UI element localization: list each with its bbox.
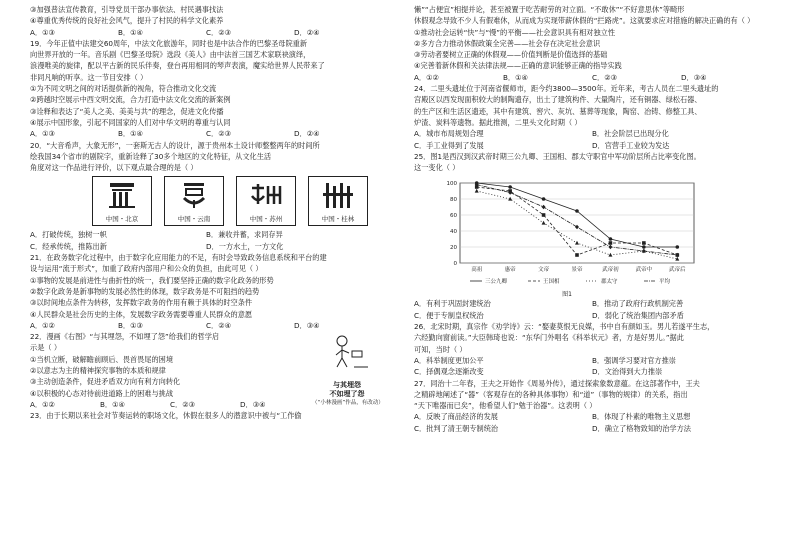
question-line: 设与运用“流于形式”，加重了政府内部用户和公众的负担，由此可见（ ）: [30, 264, 263, 274]
question-line: 六经勤向窗前读。”大臣韩琦也说：“东华门外唱名《科举状元》者，方是好男儿。”据此: [414, 333, 684, 343]
options-row: [30, 320, 382, 331]
answer-option: A．①②: [30, 399, 55, 409]
card-suzhou: [236, 176, 296, 226]
question-line: 浪漫唯美的旋律，配以平古新的民乐伴奏，登台再用相同的琴声表演，魔实给世界人民带来了: [30, 61, 325, 71]
x-tick-label: 武帝中: [635, 267, 653, 274]
question-line: 角度对这一作品进行评价，以下观点最合理的是（ ）: [30, 163, 198, 173]
x-tick-label: 武帝初: [602, 267, 619, 274]
cartoon: [312, 333, 382, 413]
data-point: [609, 242, 613, 246]
answer-option: B．强调学习要对官方推崇: [592, 355, 676, 365]
options-row: [414, 423, 770, 434]
question-line: 宫殿区以西发现面积较大的制陶遗存，出土了建筑构件、大量陶片，还有铜器、绿松石器、: [414, 95, 702, 105]
options-row: [30, 399, 310, 410]
question-line: ③劳动者要树立正确的休假观——价值判断是价值选择的基础: [414, 50, 608, 60]
question-line: ③以时间地点条件为转移，发挥数字政务的作用有赖于具体的时空条件: [30, 298, 253, 308]
question-line: 21．在政务数字化过程中，由于数字化应用能力的不足，有时会导致政务信息系统和平台的建: [30, 253, 327, 263]
y-tick-label: 0: [453, 261, 457, 268]
question-line: 27．同治十二年春，王夫之开始作《周易外传》，通过探索象数意蕴。在这部著作中，王夫: [414, 378, 700, 388]
answer-option: C．择偶观念逐渐改变: [414, 367, 484, 377]
question-line: 懒”“占便宜”相提并论，甚至被置于吃苦耐劳的对立面。“不敢休”“不好意思休”等畸形: [414, 5, 685, 14]
question-line: 19．今年正值中法建交60周年，中法文化旅游年，同时也是中法合作的巴黎圣母院重新: [30, 38, 308, 48]
answer-option: C．批判了清王朝专制统治: [414, 423, 499, 433]
answer-option: B．推动了政府行政机制完善: [592, 299, 684, 309]
x-tick-label: 景帝: [571, 267, 583, 274]
data-point: [575, 210, 579, 214]
question-line: ①事物的发展是前进性与曲折性的统一，我们要坚持正确的数字化政务的形势: [30, 275, 274, 285]
question-line: ②多方合力推动休假政策全完善——社会存在决定社会意识: [414, 38, 601, 48]
line-chart: [432, 177, 702, 289]
question-line: 可知，当时（ ）: [414, 344, 467, 354]
beijing-glyph-icon: [102, 180, 142, 210]
series-line: [477, 187, 678, 255]
question-line: ④人民群众是社会历史的主体，发展数字政务需要尊重人民群众的意愿: [30, 309, 253, 319]
answer-option: A．科举制度更加公平: [414, 355, 484, 365]
legend-label: 郡太守: [601, 279, 618, 286]
x-tick-label: 武帝后: [669, 267, 686, 274]
answer-option: A．①②: [30, 320, 55, 330]
question-line: 25．图1是西汉到汉武帝时期三公九卿、王国相、郡太守职官中军功阶层所占比率变化图。: [414, 151, 701, 161]
answer-option: B．①④: [118, 129, 144, 139]
options-row: [414, 72, 770, 83]
question-line: “天下唯器而已矣”，他希望人们“勉于治器”。这表明（ ）: [414, 401, 597, 411]
answer-option: B．体现了朴素的唯物主义思想: [592, 412, 691, 422]
answer-option: A．①③: [30, 129, 55, 139]
question-line: ①为不同文明之间的对话提供新的视角，符合推动文化交流: [30, 84, 217, 94]
answer-option: D．一方水土，一方文化: [206, 241, 284, 251]
data-point: [475, 189, 479, 193]
data-point: [642, 246, 646, 250]
data-point: [608, 253, 612, 257]
answer-option: B．①④: [100, 399, 126, 409]
question-line: ②跨越时空展示中西文明交流，合力打造中法文化交流的新案例: [30, 95, 231, 105]
right-column: [414, 4, 770, 434]
chart-svg: [432, 177, 702, 289]
data-point: [575, 241, 579, 245]
question-line: 向世界开放的一年。音乐剧《巴黎圣母院》选段《美人》由中法首三国艺术家联袂演绎，: [30, 50, 311, 60]
y-tick-label: 40: [450, 229, 457, 236]
answer-option: B．①④: [503, 72, 529, 82]
data-point: [542, 214, 546, 218]
options-row: [30, 128, 382, 139]
question-line: ④以积极的心态对待前进道路上的困难与挑战: [30, 388, 174, 398]
question-line: 26．北宋时期，真宗作《劝学诗》云：“娶妻莫恨无良媒，书中自有颜如玉。男儿若遂平生志，: [414, 322, 715, 332]
options-row: [30, 27, 382, 38]
legend-label: 平均: [659, 279, 671, 286]
question-line: 22．漫画《右图》“与其埋怨，不如埋了怨”给我们的哲学启: [30, 332, 220, 342]
question-line: ①推动社会运转“快”与“慢”的平衡——社会意识具有相对独立性: [414, 27, 616, 37]
answer-option: C．经承传统，推陈出新: [30, 241, 107, 251]
answer-option: A．打破传统，独树一帜: [30, 230, 107, 240]
data-point: [575, 254, 579, 258]
question-text: 23．由于长期以来社会对节奏运转的职场文化，休假在很多人的潜意识中被与“工作偷: [30, 411, 302, 421]
question-line: ①当机立断，破解瞻前顾后、畏首畏尾的困境: [30, 354, 174, 364]
answer-option: D．②④: [294, 129, 320, 139]
card-row: [92, 176, 382, 226]
card-beijing: [92, 176, 152, 226]
options-row: [414, 140, 770, 151]
legend-label: 王国相: [543, 279, 560, 286]
x-tick-label: 文帝: [538, 267, 550, 274]
answer-option: D．②④: [294, 27, 320, 37]
answer-option: D．弱化了统治集团内部矛盾: [592, 310, 684, 320]
data-point: [542, 205, 546, 209]
options-row: [414, 128, 770, 139]
card-caption: 中国・苏州: [249, 214, 283, 223]
answer-option: D．官营手工业较为发达: [592, 140, 670, 150]
data-point: [508, 186, 512, 190]
options-row: [414, 298, 770, 309]
options-row: [30, 241, 382, 252]
answer-option: D．③④: [294, 320, 320, 330]
answer-option: D．确立了格物致知的治学方法: [592, 423, 691, 433]
data-point: [542, 198, 546, 202]
cartoon-caption: （“小林漫画”作品，有改动）: [312, 400, 384, 407]
answer-option: A．①③: [30, 27, 55, 37]
answer-option: A．反映了商品经济的发展: [414, 412, 498, 422]
question-line: 休假观念导致不少人有假难休，从而成为实现带薪休假的“拦路虎”。这就要求应对措施的解决正确的有（ ）: [414, 16, 755, 26]
question-line: ④展示中国形象，引起不同国家的人们对中华文明的尊重与认同: [30, 117, 231, 127]
options-row: [30, 229, 382, 240]
answer-option: C．便于专制皇权统治: [414, 310, 484, 320]
question-line: 的生产区和生活区遗迹，其中有建筑、窖穴、灰坑、墓葬等现象，陶窑、冶铸、修整工具、: [414, 106, 702, 116]
answer-option: A．①②: [414, 72, 439, 82]
question-line: 示是（ ）: [30, 343, 62, 353]
answer-option: C．②③: [206, 129, 232, 139]
legend-label: 三公九卿: [485, 279, 508, 286]
question-line: ③主动创造条件，促进矛盾双方向有利方向转化: [30, 377, 181, 387]
question-line: ④完善着新休假和关法律法规——正确的意识能够正确的指导实践: [414, 61, 622, 71]
options-row: [414, 310, 770, 321]
y-tick-label: 100: [446, 181, 457, 188]
answer-option: C．②③: [206, 27, 232, 37]
question-line: 非同凡响的听享。这一节目安排（ ）: [30, 72, 148, 82]
data-point: [609, 238, 613, 242]
answer-option: C．②④: [206, 320, 232, 330]
question-line: ③诠释和表达了“美人之美、美美与共”的理念，促进文化传播: [30, 106, 224, 116]
answer-option: B．①③: [118, 320, 144, 330]
card-caption: 中国・桂林: [321, 214, 355, 223]
data-point: [508, 197, 512, 201]
options-row: [414, 366, 770, 377]
question-line: ④尊重优秀传统的良好社会风气，提升了村民的科学文化素养: [30, 16, 224, 26]
card-caption: 中国・云南: [177, 214, 211, 223]
yunnan-glyph-icon: [174, 180, 214, 210]
guilin-glyph-icon: [318, 180, 358, 210]
question-line: 绘我国34个省市的剧院字，重新诠释了30多个地区的文化特征，从文化生活: [30, 151, 272, 161]
card-caption: 中国・北京: [105, 214, 139, 223]
cartoon-drawing-icon: [324, 333, 370, 377]
answer-option: B．兼收并蓄，求同存异: [206, 230, 283, 240]
left-column: [30, 4, 382, 422]
suzhou-glyph-icon: [246, 180, 286, 210]
options-row: [414, 411, 770, 422]
options-row: [414, 355, 770, 366]
question-line: 之精辟地阐述了“器”（客观存在的各种具体事物）和“道”（事物的规律）的关系，指出: [414, 389, 688, 399]
answer-option: A．有利于巩固封建统治: [414, 299, 491, 309]
cartoon-text: 与其埋怨 不如埋了怨: [329, 381, 365, 399]
question-line: 24．二里头遗址位于河南省偃师市，距今约3800—3500年。近年来，考古人员在二里头遗址的: [414, 84, 719, 94]
question-line: 这一变化（ ）: [414, 163, 460, 173]
question-line: ②以意志为主的精神探究事物的本质和规律: [30, 366, 166, 376]
figure-caption: 图1: [562, 291, 572, 299]
answer-option: D．③④: [681, 72, 707, 82]
y-tick-label: 20: [450, 245, 457, 252]
answer-option: D．③④: [240, 399, 266, 409]
answer-option: C．②③: [592, 72, 618, 82]
answer-option: B．①④: [118, 27, 144, 37]
data-point: [675, 246, 679, 250]
question-line: ③加强普法宣传教育，引导党员干部办事依法、村民遇事找法: [30, 5, 224, 14]
question-line: ②数字化政务是新事物的发展必然性的体现，数字政务是不可阻挡的趋势: [30, 286, 260, 296]
x-tick-label: 高祖: [471, 267, 483, 274]
question-line: 20．“大音希声，大象无形”，一套斯无古人的设计，源于贵州本土设计师整整两年的时间所: [30, 140, 320, 150]
y-tick-label: 80: [450, 197, 457, 204]
card-guilin: [308, 176, 368, 226]
data-point: [542, 221, 546, 225]
data-point: [575, 225, 579, 229]
answer-option: A．城市布局规划合理: [414, 129, 484, 139]
answer-option: C．手工业得到了发展: [414, 140, 484, 150]
y-tick-label: 60: [450, 213, 457, 220]
data-point: [608, 245, 612, 249]
question-line: 炉渣、炭料等遗物。据此推测，二里头文化时期（ ）: [414, 117, 582, 127]
answer-option: D．文治得到大力推崇: [592, 367, 663, 377]
data-point: [642, 242, 646, 246]
card-yunnan: [164, 176, 224, 226]
x-tick-label: 惠帝: [504, 267, 516, 274]
answer-option: C．②③: [170, 399, 196, 409]
answer-option: B．社会阶层已出现分化: [592, 129, 669, 139]
